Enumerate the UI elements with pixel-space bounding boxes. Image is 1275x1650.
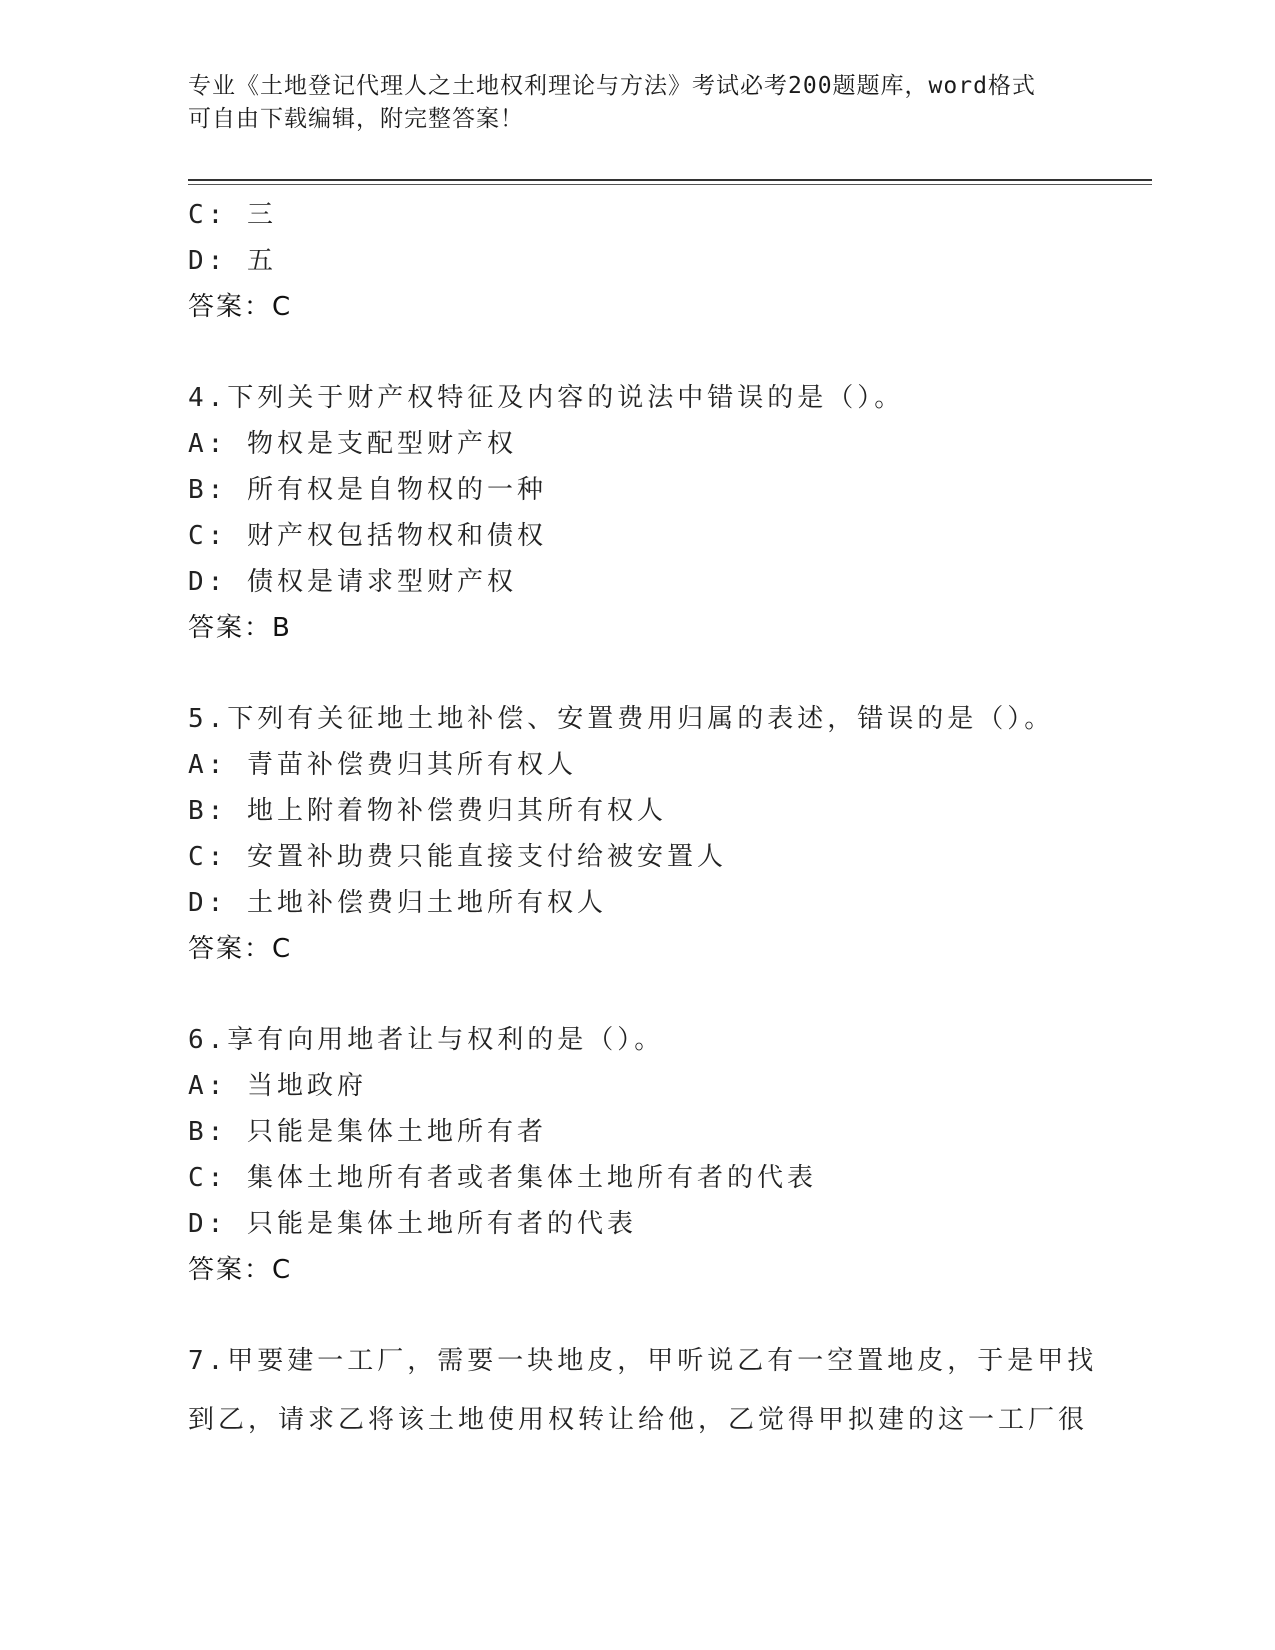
answer: 答案：C (188, 292, 293, 322)
question-3-fragment (188, 192, 1088, 330)
question-title: 6.享有向用地者让与权利的是（）。 (188, 1025, 665, 1055)
option-a: A: 物权是支配型财产权 (188, 429, 517, 459)
question-5 (188, 696, 1088, 972)
header-line-2: 可自由下载编辑，附完整答案！ (188, 106, 524, 132)
option-a: A: 青苗补偿费归其所有权人 (188, 750, 577, 780)
answer: 答案：C (188, 934, 293, 964)
option-d: D: 债权是请求型财产权 (188, 567, 517, 597)
option-a: A: 当地政府 (188, 1071, 367, 1101)
question-title: 5.下列有关征地土地补偿、安置费用归属的表述，错误的是（）。 (188, 704, 1055, 734)
question-6 (188, 1017, 1088, 1293)
option-c: C: 集体土地所有者或者集体土地所有者的代表 (188, 1163, 817, 1193)
answer: 答案：C (188, 1255, 293, 1285)
option-b: B: 地上附着物补偿费归其所有权人 (188, 796, 667, 826)
option-c: C: 三 (188, 200, 277, 230)
option-b: B: 所有权是自物权的一种 (188, 475, 547, 505)
option-d: D: 只能是集体土地所有者的代表 (188, 1209, 637, 1239)
header-divider-thick (188, 179, 1152, 181)
question-title: 4.下列关于财产权特征及内容的说法中错误的是（）。 (188, 383, 905, 413)
option-d: D: 五 (188, 246, 277, 276)
answer: 答案：B (188, 613, 292, 643)
question-list (188, 192, 1098, 1443)
question-title-line-1: 7.甲要建一工厂，需要一块地皮，甲听说乙有一空置地皮，于是甲找 (188, 1346, 1098, 1376)
option-c: C: 安置补助费只能直接支付给被安置人 (188, 842, 727, 872)
header-divider-thin (188, 184, 1152, 185)
question-7 (188, 1338, 1098, 1443)
document-header (188, 70, 1088, 136)
option-d: D: 土地补偿费归土地所有权人 (188, 888, 607, 918)
option-b: B: 只能是集体土地所有者 (188, 1117, 547, 1147)
option-c: C: 财产权包括物权和债权 (188, 521, 547, 551)
question-4 (188, 375, 1088, 651)
header-line-1: 专业《土地登记代理人之土地权利理论与方法》考试必考200题题库，word格式 (188, 73, 1036, 99)
question-title-line-2: 到乙，请求乙将该土地使用权转让给他，乙觉得甲拟建的这一工厂很 (188, 1405, 1089, 1435)
